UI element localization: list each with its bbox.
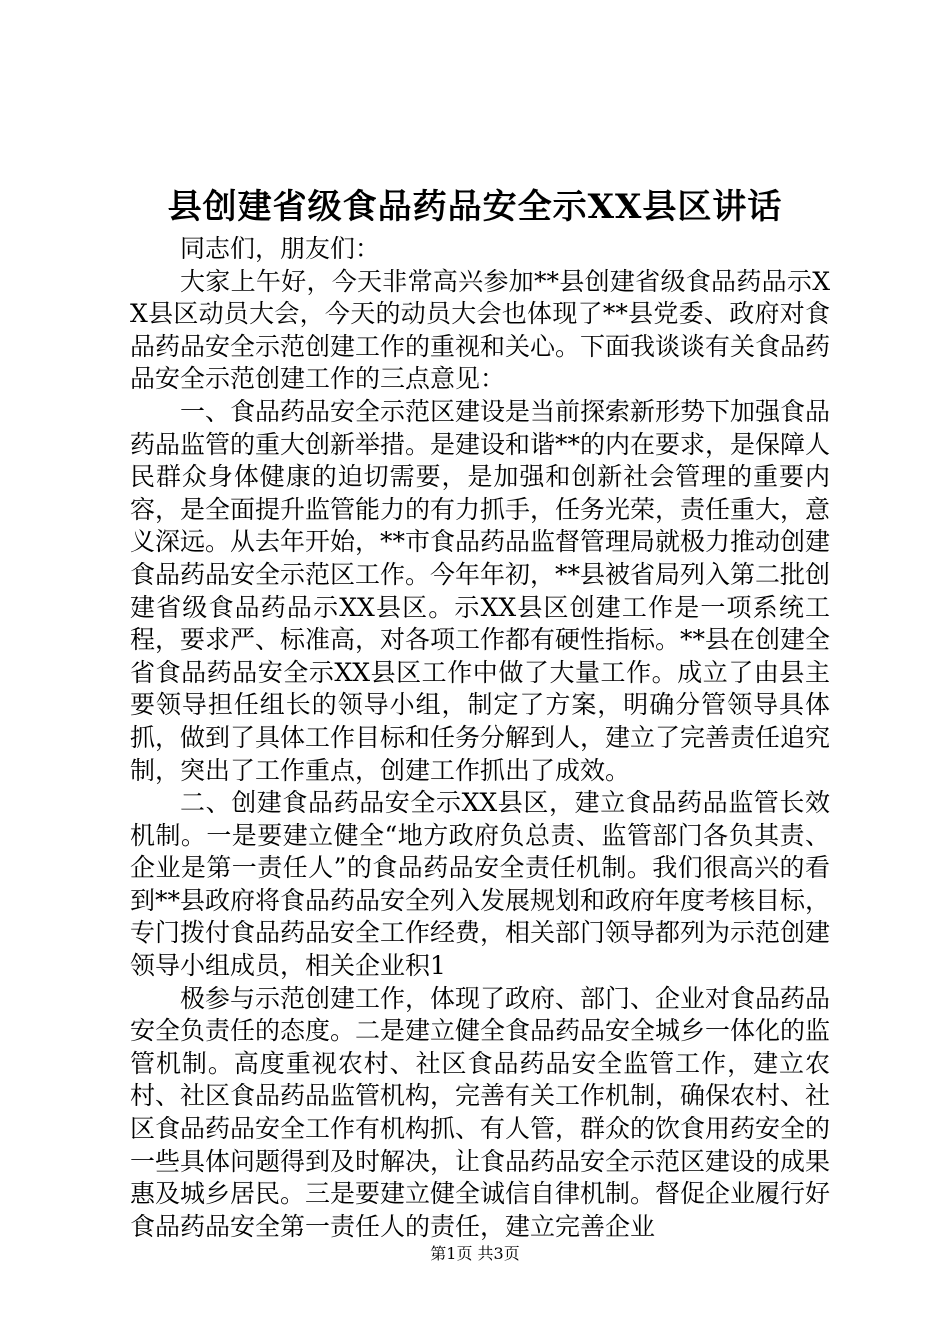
paragraph-point-two: 二、创建食品药品安全示XX县区，建立食品药品监管长效机制。一是要建立健全“地方政府负总责、监管部门各负其责、企业是第一责任人”的食品药品安全责任机制。我们很高兴的看到**县政府将食品药品安全列入发展规划和政府年度考核目标，专门拨付食品药品安全工作经费，相关部门领导都列为示范创建领导小组成员，相关企业积1 bbox=[130, 788, 831, 981]
paragraph-point-two-continued: 极参与示范创建工作，体现了政府、部门、企业对食品药品安全负责任的态度。二是建立健全食品药品安全城乡一体化的监管机制。高度重视农村、社区食品药品安全监管工作，建立农村、社区食品药品监管机构，完善有关工作机制，确保农村、社区食品药品安全工作有机构抓、有人管，群众的饮食用药安全的一些具体问题得到及时解决，让食品药品安全示范区建设的成果惠及城乡居民。三是要建立健全诚信自律机制。督促企业履行好食品药品安全第一责任人的责任，建立完善企业 bbox=[130, 983, 831, 1241]
paragraph-intro: 大家上午好，今天非常高兴参加**县创建省级食品药品示XX县区动员大会，今天的动员大会也体现了**县党委、政府对食品药品安全示范创建工作的重视和关心。下面我谈谈有关食品药品安全示范创建工作的三点意见： bbox=[130, 266, 831, 394]
paragraph-greeting: 同志们，朋友们： bbox=[180, 234, 381, 263]
page-number-footer: 第1页 共3页 bbox=[430, 1244, 520, 1263]
document-title: 县创建省级食品药品安全示XX县区讲话 bbox=[167, 187, 783, 227]
paragraph-point-one: 一、食品药品安全示范区建设是当前探索新形势下加强食品药品监管的重大创新举措。是建设和谐**的内在要求，是保障人民群众身体健康的迫切需要，是加强和创新社会管理的重要内容，是全面提升监管能力的有力抓手，任务光荣，责任重大，意义深远。从去年开始，**市食品药品监督管理局就极力推动创建食品药品安全示范区工作。今年年初，**县被省局列入第二批创建省级食品药品示XX县区。示XX县区创建工作是一项系统工程，要求严、标准高，对各项工作都有硬性指标。**县在创建全省食品药品安全示XX县区工作中做了大量工作。成立了由县主要领导担任组长的领导小组，制定了方案，明确分管领导具体抓，做到了具体工作目标和任务分解到人，建立了完善责任追究制，突出了工作重点，创建工作抓出了成效。 bbox=[130, 396, 831, 785]
document-body bbox=[130, 233, 830, 1243]
